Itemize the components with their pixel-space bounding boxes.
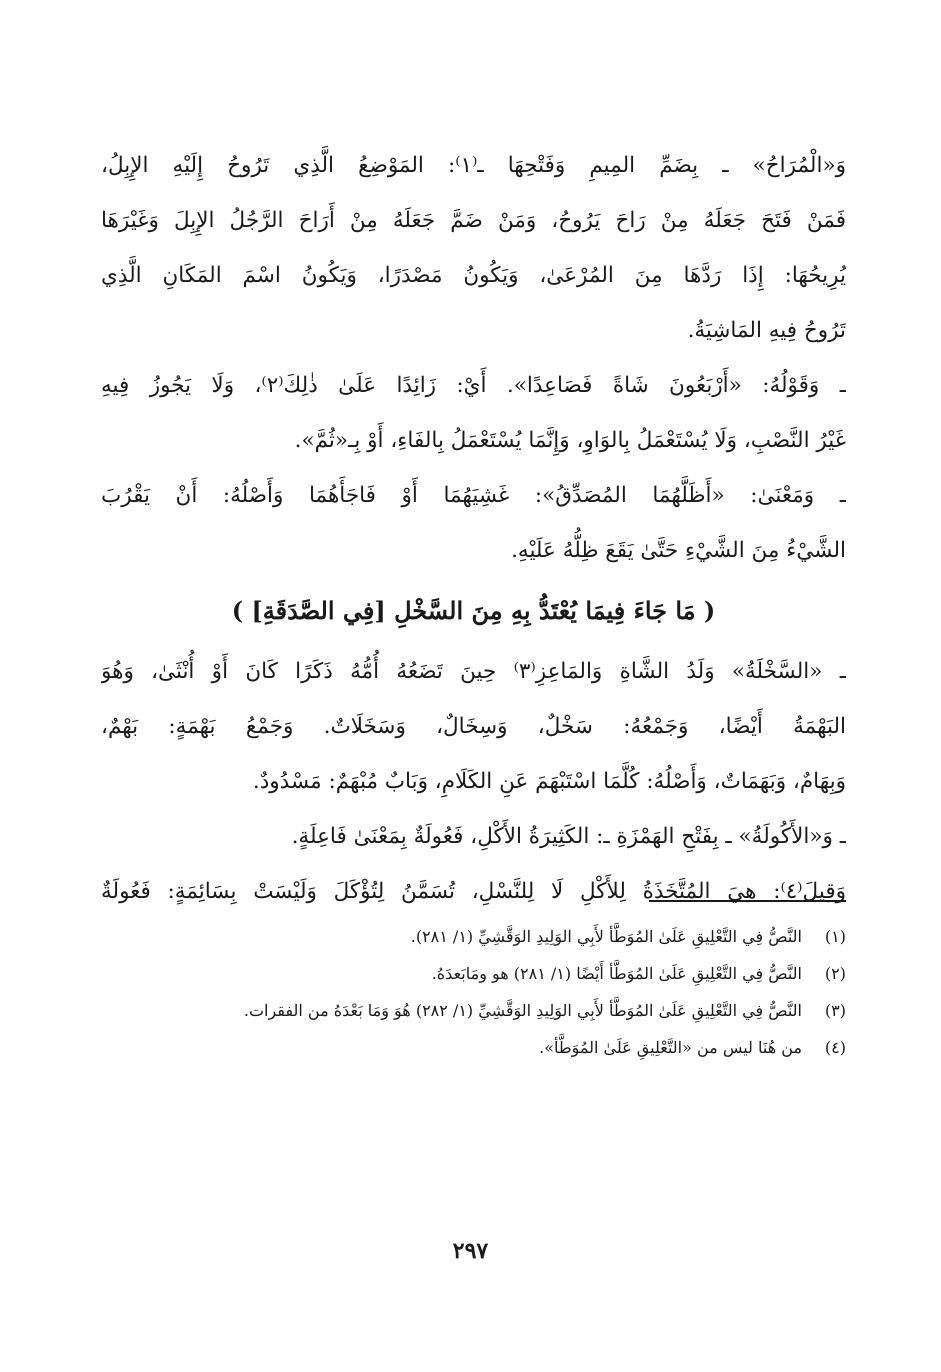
footnote bbox=[101, 992, 846, 1029]
footnote-number: (٣) bbox=[824, 1001, 846, 1020]
text-line: غَيْرُ النَّصْبِ، وَلَا يُسْتَعْمَلُ بِالوَاوِ، وَإِنَّمَا يُسْتَعْمَلُ بِالفَاءِ، أَوْ بِـ«ثُمَّ». bbox=[294, 428, 846, 453]
text-line: ـ وَقَوْلُهُ: «أَرْبَعُونَ شَاةً فَصَاعِدًا». أَيْ: زَائِدًا عَلَىٰ ذٰلِكَ⁽٢⁾، وَلَا يَجُوزُ فِيهِ bbox=[101, 373, 846, 398]
footnote-number: (٤) bbox=[824, 1038, 846, 1057]
text-line: فَمَنْ فَتَحَ جَعَلَهُ مِنْ رَاحَ يَرُوحُ، وَمَنْ ضَمَّ جَعَلَهُ مِنْ أَرَاحَ الرَّجُلُ الإِبِلَ وَغَيْرَهَا bbox=[101, 208, 846, 233]
text-line: الشَّيْءُ مِنَ الشَّيْءِ حَتَّىٰ يَقَعَ ظِلُّهُ عَلَيْهِ. bbox=[511, 538, 846, 563]
text-line: تَرُوحُ فِيهِ المَاشِيَةُ. bbox=[687, 318, 846, 343]
footnote-number: (٢) bbox=[824, 964, 846, 983]
text-line: ـ وَمَعْنَىٰ: «أَظَلَّهُمَا المُصَدِّقُ»: غَشِيَهُمَا أَوْ فَاجَأَهُمَا وَأَصْلُهُ: أَنْ يَقْرُبَ bbox=[101, 483, 846, 508]
text-line: وَ«الْمُرَاحُ» ـ بِضَمِّ المِيمِ وَفَتْحِهَا ـ⁽١⁾: المَوْضِعُ الَّذِي تَرُوحُ إِلَيْهِ الإِبِلُ، bbox=[101, 153, 846, 178]
footnote-text: النَّصُّ فِي التَّعْلِيقِ عَلَىٰ المُوَطَّأ أَيْضًا (١/ ٢٨١) هو ومَابَعدَهُ. bbox=[431, 964, 802, 983]
text-line: ـ وَ«الأَكُولَةُ» ـ بِفَتْحِ الهَمْزَةِ ـ: الكَثِيرَةُ الأَكْلِ، فَعُولَةٌ بِمَعْنَىٰ فَاعِلَةٍ. bbox=[291, 824, 846, 849]
footnotes bbox=[101, 918, 846, 1066]
text-line: يُرِيحُهَا: إِذَا رَدَّهَا مِنَ المُرْعَىٰ، وَيَكُونُ مَصْدَرًا، وَيَكُونُ اسْمَ المَكَانِ الَّذِي bbox=[101, 263, 846, 288]
main-text bbox=[101, 138, 846, 919]
footnote-divider bbox=[649, 900, 846, 902]
page-number: ٢٩٧ bbox=[452, 1238, 489, 1264]
text-line: ـ «السَّخْلَةُ» وَلَدُ الشَّاةِ وَالمَاعِزِ⁽٣⁾ حِينَ تَضَعُهُ أُمُّهُ ذَكَرًا كَانَ أَوْ أُنْثَىٰ، وَهُوَ bbox=[101, 659, 846, 684]
footnote-number: (١) bbox=[824, 927, 846, 946]
text-line: وَقِيلَ⁽٤⁾: هِيَ المُتَّخَذَةُ لِلأَكْلِ لَا لِلنَّسْلِ، تُسَمَّنُ لِتُؤْكَلَ وَلَيْسَتْ بِسَائِمَةٍ: فَعُولَةٌ bbox=[101, 879, 846, 904]
footnote-text: من هُنَا ليس من «التَّعْلِيقِ عَلَىٰ المُوَطَّأ». bbox=[539, 1038, 802, 1057]
footnote bbox=[101, 955, 846, 992]
footnote bbox=[101, 918, 846, 955]
section-heading: ( مَا جَاءَ فِيمَا يُعْتَدُّ بِهِ مِنَ السَّخْلِ [فِي الصَّدَقَةِ] ) bbox=[231, 596, 716, 625]
text-line: وَبِهَامٌ، وَبَهَمَاتٌ، وَأَصْلُهُ: كُلَّمَا اسْتَبْهَمَ عَنِ الكَلَامِ، وَبَابٌ مُبْهَمٌ: مَسْدُودٌ. bbox=[252, 769, 846, 794]
footnote-text: النَّصُّ فِي التَّعْلِيقِ عَلَىٰ المُوَطَّأ لأَبِي الوَلِيدِ الوَقَّشِيِّ (١/ ٢٨١). bbox=[410, 927, 802, 946]
footnote-text: النَّصُّ فِي التَّعْلِيقِ عَلَىٰ المُوَطَّأ لأَبِي الوَلِيدِ الوَقَّشِيِّ (١/ ٢٨٢) هُوَ وَمَا بَعْدَهُ من الفقرات. bbox=[243, 1001, 802, 1020]
text-line: البَهْمَةُ أَيْضًا، وَجَمْعُهُ: سَخْلٌ، وَسِخَالٌ، وَسَخَلَاتٌ. وَجَمْعُ بَهْمَةٍ: بَهْمٌ، bbox=[101, 714, 846, 739]
footnote bbox=[101, 1029, 846, 1066]
